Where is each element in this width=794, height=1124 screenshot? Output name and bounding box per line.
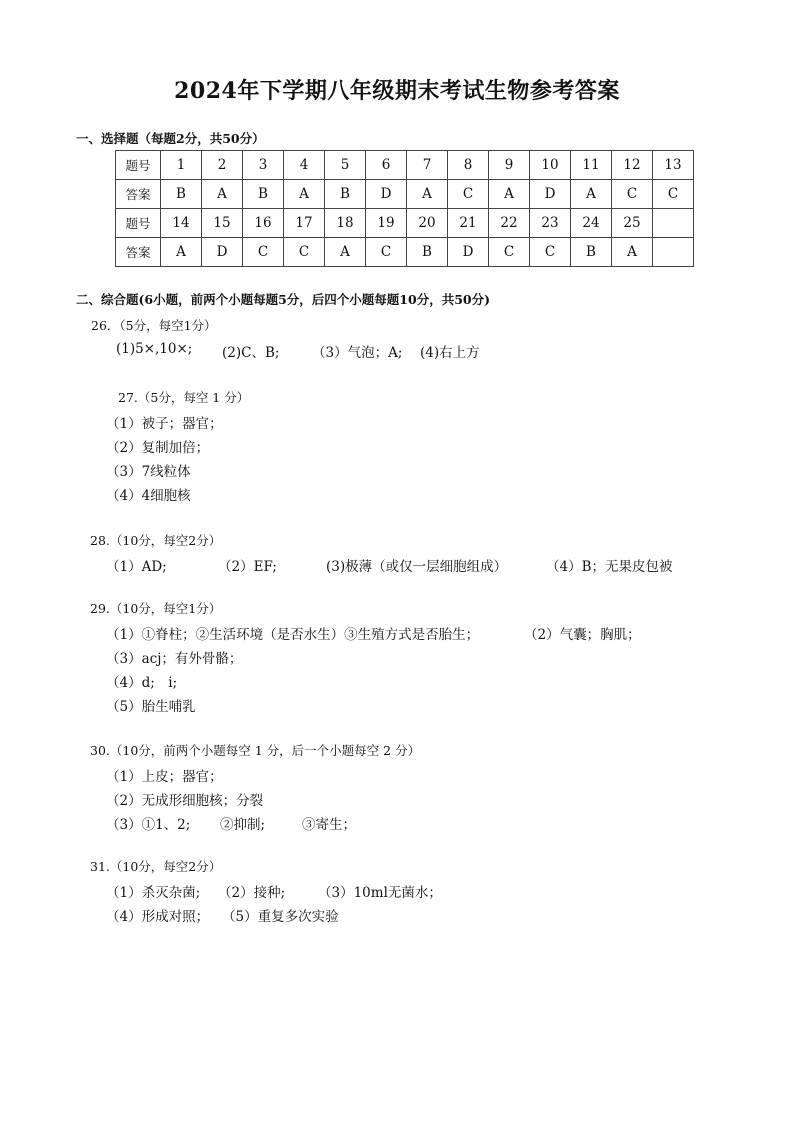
section-2-heading: 二、综合题(6小题，前两个小题每题5分，后四个小题每题10分，共50分): [76, 292, 491, 307]
table-cell: 1: [161, 151, 202, 180]
table-cell: A: [489, 180, 530, 209]
table-cell: C: [284, 238, 325, 267]
table-cell: 17: [284, 209, 325, 238]
q27-line-1: （1）被子；器官；: [106, 416, 223, 432]
q26-part-4: (4)右上方: [420, 345, 480, 361]
q28-part-1: （1）AD;: [106, 559, 167, 575]
page-title: 2024年下学期八年级期末考试生物参考答案: [174, 78, 620, 104]
table-cell: D: [448, 238, 489, 267]
q30-line-1: （1）上皮；器官；: [106, 769, 223, 785]
table-cell: 22: [489, 209, 530, 238]
q29-line-1b: （2）气囊；胸肌；: [524, 627, 641, 643]
table-cell: 3: [243, 151, 284, 180]
table-cell: 6: [366, 151, 407, 180]
table-cell: D: [530, 180, 571, 209]
table-cell: C: [530, 238, 571, 267]
table-cell: 25: [612, 209, 653, 238]
table-cell: [653, 238, 694, 267]
table-cell: 21: [448, 209, 489, 238]
table-cell: 10: [530, 151, 571, 180]
table-cell: 5: [325, 151, 366, 180]
table-cell: C: [448, 180, 489, 209]
table-cell: A: [612, 238, 653, 267]
table-row-label: 题号: [116, 209, 161, 238]
table-cell: A: [325, 238, 366, 267]
q31-line-1-part-1: （1）杀灭杂菌;: [106, 885, 201, 901]
table-cell: A: [407, 180, 448, 209]
q27-line-3: （3）7线粒体: [106, 464, 191, 480]
table-cell: 8: [448, 151, 489, 180]
table-cell: D: [366, 180, 407, 209]
table-cell: B: [571, 238, 612, 267]
q31-line-2-part-1: （4）形成对照；: [106, 909, 210, 925]
q26-part-2: (2)C、B;: [222, 345, 280, 361]
table-cell: 19: [366, 209, 407, 238]
q27-heading: 27.（5分，每空 1 分）: [118, 390, 250, 405]
table-cell: A: [571, 180, 612, 209]
table-cell: A: [161, 238, 202, 267]
q31-line-1-part-2: （2）接种;: [218, 885, 286, 901]
table-cell: 9: [489, 151, 530, 180]
q28-heading: 28.（10分，每空2分）: [90, 533, 222, 548]
q31-line-2-part-2: （5）重复多次实验: [222, 909, 339, 925]
table-cell: C: [653, 180, 694, 209]
q30-heading: 30.（10分，前两个小题每空 1 分，后一个小题每空 2 分）: [90, 743, 421, 758]
table-cell: C: [489, 238, 530, 267]
q30-line-2: （2）无成形细胞核；分裂: [106, 793, 264, 809]
table-cell: B: [243, 180, 284, 209]
q28-part-2: （2）EF;: [218, 559, 277, 575]
q31-line-1-part-3: （3）10ml无菌水；: [318, 885, 442, 901]
q26-part-3: （3）气泡；A;: [312, 345, 403, 361]
table-cell: 18: [325, 209, 366, 238]
table-cell: 4: [284, 151, 325, 180]
table-cell: A: [284, 180, 325, 209]
table-cell: C: [243, 238, 284, 267]
q30-line-3-part-3: ③寄生；: [302, 817, 356, 833]
table-cell: 14: [161, 209, 202, 238]
q29-line-4: （4）d; i;: [106, 675, 178, 691]
q29-line-1a: （1）①脊柱；②生活环境（是否水生）③生殖方式是否胎生；: [106, 627, 480, 643]
table-cell: 7: [407, 151, 448, 180]
q26-heading: 26．（5分，每空1分）: [91, 318, 217, 333]
table-row: [116, 238, 694, 267]
table-cell: 24: [571, 209, 612, 238]
table-cell: 16: [243, 209, 284, 238]
table-cell: A: [202, 180, 243, 209]
q31-heading: 31.（10分，每空2分）: [90, 859, 222, 874]
table-cell: 13: [653, 151, 694, 180]
q29-line-5: （5）胎生哺乳: [106, 699, 196, 715]
q30-line-3-part-1: （3）①1、2;: [106, 817, 191, 833]
section-1-heading: 一、选择题（每题2分，共50分）: [76, 131, 265, 146]
q28-part-3: (3)极薄（或仅一层细胞组成）: [326, 559, 508, 575]
table-cell: 11: [571, 151, 612, 180]
table-cell: 12: [612, 151, 653, 180]
table-row: [116, 151, 694, 180]
q27-line-2: （2）复制加倍；: [106, 440, 210, 456]
q28-part-4: （4）B；无果皮包被: [546, 559, 673, 575]
q29-line-3: （3）acj；有外骨骼；: [106, 651, 243, 667]
table-cell: C: [612, 180, 653, 209]
table-cell: 2: [202, 151, 243, 180]
table-row: [116, 209, 694, 238]
table-row-label: 答案: [116, 180, 161, 209]
table-cell: C: [366, 238, 407, 267]
table-cell: [653, 209, 694, 238]
table-row: [116, 180, 694, 209]
table-row-label: 题号: [116, 151, 161, 180]
q30-line-3-part-2: ②抑制;: [220, 817, 266, 833]
table-row-label: 答案: [116, 238, 161, 267]
q27-line-4: （4）4细胞核: [106, 488, 191, 504]
q29-heading: 29.（10分，每空1分）: [90, 601, 222, 616]
table-cell: B: [161, 180, 202, 209]
table-cell: 23: [530, 209, 571, 238]
table-cell: B: [407, 238, 448, 267]
table-cell: B: [325, 180, 366, 209]
table-cell: 20: [407, 209, 448, 238]
table-cell: D: [202, 238, 243, 267]
table-cell: 15: [202, 209, 243, 238]
q26-part-1: (1)5×,10×;: [116, 341, 193, 357]
answer-table: [115, 150, 694, 267]
